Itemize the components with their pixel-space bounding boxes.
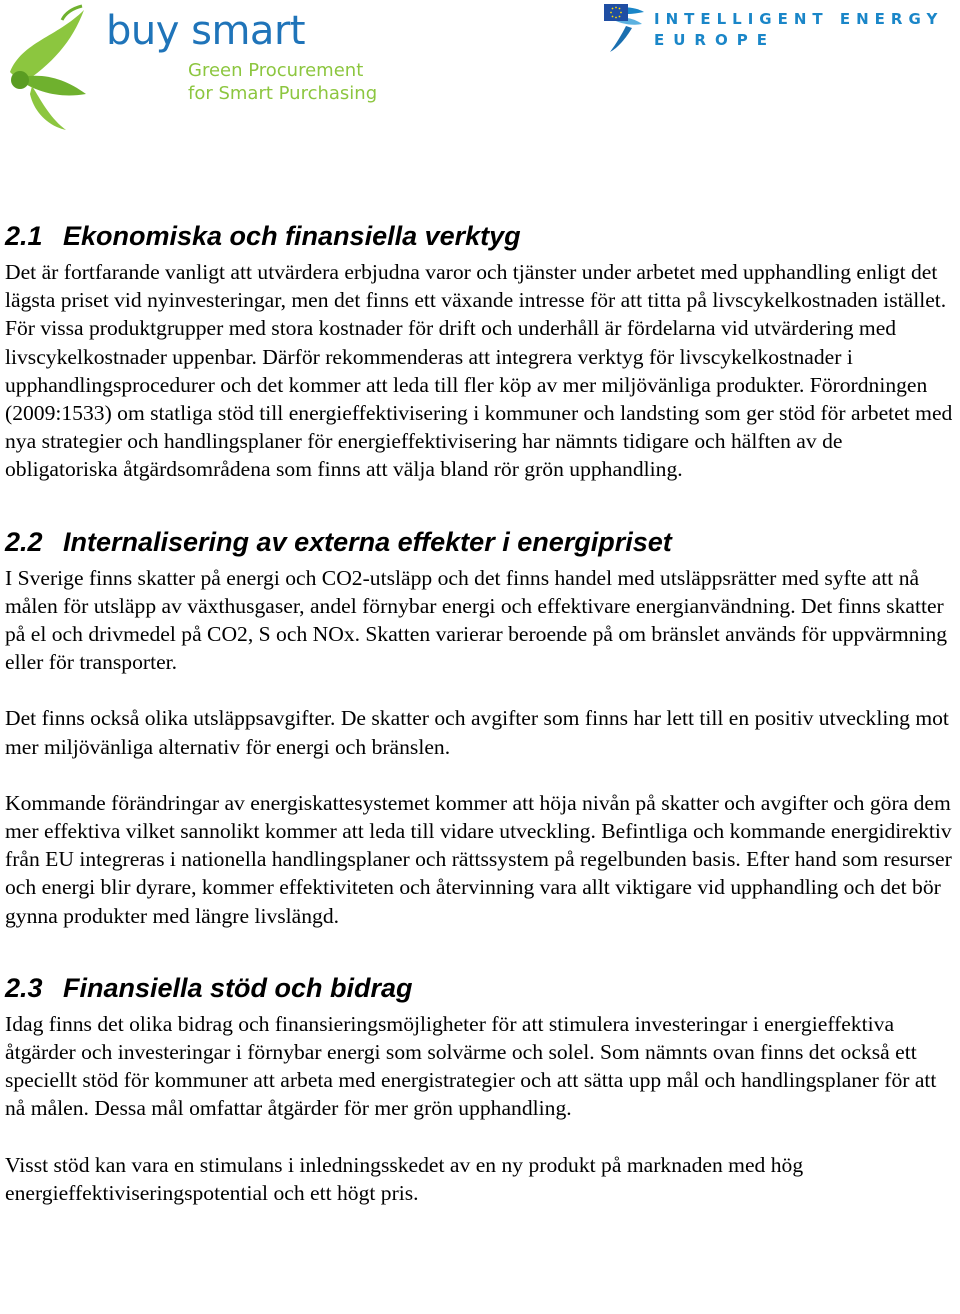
- document-body: [5, 216, 960, 1207]
- paragraph: Det är fortfarande vanligt att utvärdera erbjudna varor och tjänster under arbetet med upphandling enligt det lägsta priset vid nyinvesteringar, men det finns ett växande intresse för att titta på livscykelkostnaden istället. För vissa produktgrupper med stora kostnader för drift och underhåll är fördelarna vid utvärdering med livscykelkostnader uppenbar. Därför rekommenderas att integrera verktyg för livscykelkostnader i upphandlingsprocedurer och det kommer att leda till fler köp av mer miljövänliga produkter. Förordningen (2009:1533) om statliga stöd till energieffektivisering i kommuner och landsting som ger stöd för arbetet med nya strategier och handlingsplaner för energieffektivisering har nämnts tidigare och hälften av de obligatoriska åtgärdsområdena som finns att välja bland rör grön upphandling.: [5, 260, 953, 482]
- paragraph: Kommande förändringar av energiskattesystemet kommer att höja nivån på skatter och avgifter och göra dem mer effektiva vilket sannolikt kommer att leda till vidare utveckling. Befintliga och kommande energidirektiv från EU integreras i nationella handlingsplaner och rättssystem på regelbunden basis. Efter hand som resurser och energi blir dyrare, kommer effektiviteten och återvinning vara allt viktigare vid upphandling och det bör gynna produkter med längre livslängd.: [5, 790, 952, 928]
- eu-flag-icon: [604, 4, 628, 21]
- section-number: 2.1: [5, 221, 43, 251]
- paragraph: Idag finns det olika bidrag och finansieringsmöjligheter för att stimulera investeringar i energieffektiva åtgärder och investeringar i förnybar energi som solvärme och solel. Som nämnts ovan finns det också ett speciellt stöd för kommuner att arbeta med energistrategier och att sätta upp mål och handlingsplaner för att nå målen. Dessa mål omfattar åtgärder för mer grön upphandling.: [5, 1011, 937, 1121]
- leaf-seed-icon: [2, 2, 112, 134]
- ie-line-1: INTELLIGENT ENERGY: [654, 10, 944, 28]
- section-heading: [5, 968, 960, 1008]
- intelligent-energy-europe-logo: [604, 4, 954, 54]
- section-title: Finansiella stöd och bidrag: [63, 972, 413, 1003]
- section-title: Internalisering av externa effekter i energipriset: [63, 526, 672, 557]
- paragraph: Visst stöd kan vara en stimulans i inledningsskedet av en ny produkt på marknaden med hög energieffektiviseringspotential och ett högt pris.: [5, 1152, 804, 1205]
- section-title: Ekonomiska och finansiella verktyg: [63, 221, 521, 251]
- buy-smart-logo: [2, 2, 382, 134]
- brand-subtitle-line1: Green Procurement: [188, 60, 364, 81]
- section-number: 2.3: [5, 972, 43, 1003]
- section-number: 2.2: [5, 526, 43, 557]
- section-heading: [5, 216, 960, 256]
- section-heading: [5, 522, 960, 562]
- paragraph: Det finns också olika utsläppsavgifter. De skatter och avgifter som finns har lett till en positiv utveckling mot mer miljövänliga alternativ för energi och bränslen.: [5, 706, 949, 759]
- ie-line-2: EUROPE: [654, 31, 776, 49]
- brand-subtitle-line2: for Smart Purchasing: [188, 83, 378, 104]
- brand-title: buy smart: [106, 8, 306, 54]
- paragraph: I Sverige finns skatter på energi och CO2-utsläpp och det finns handel med utsläppsrätter med syfte att nå målen för utsläpp av växthusgaser, andel förnybar energi och effektivare energianvändning. Det finns skatter på el och drivmedel på CO2, S och NOx. Skatten varierar beroende på om bränslet används för uppvärmning eller för transporter.: [5, 565, 948, 675]
